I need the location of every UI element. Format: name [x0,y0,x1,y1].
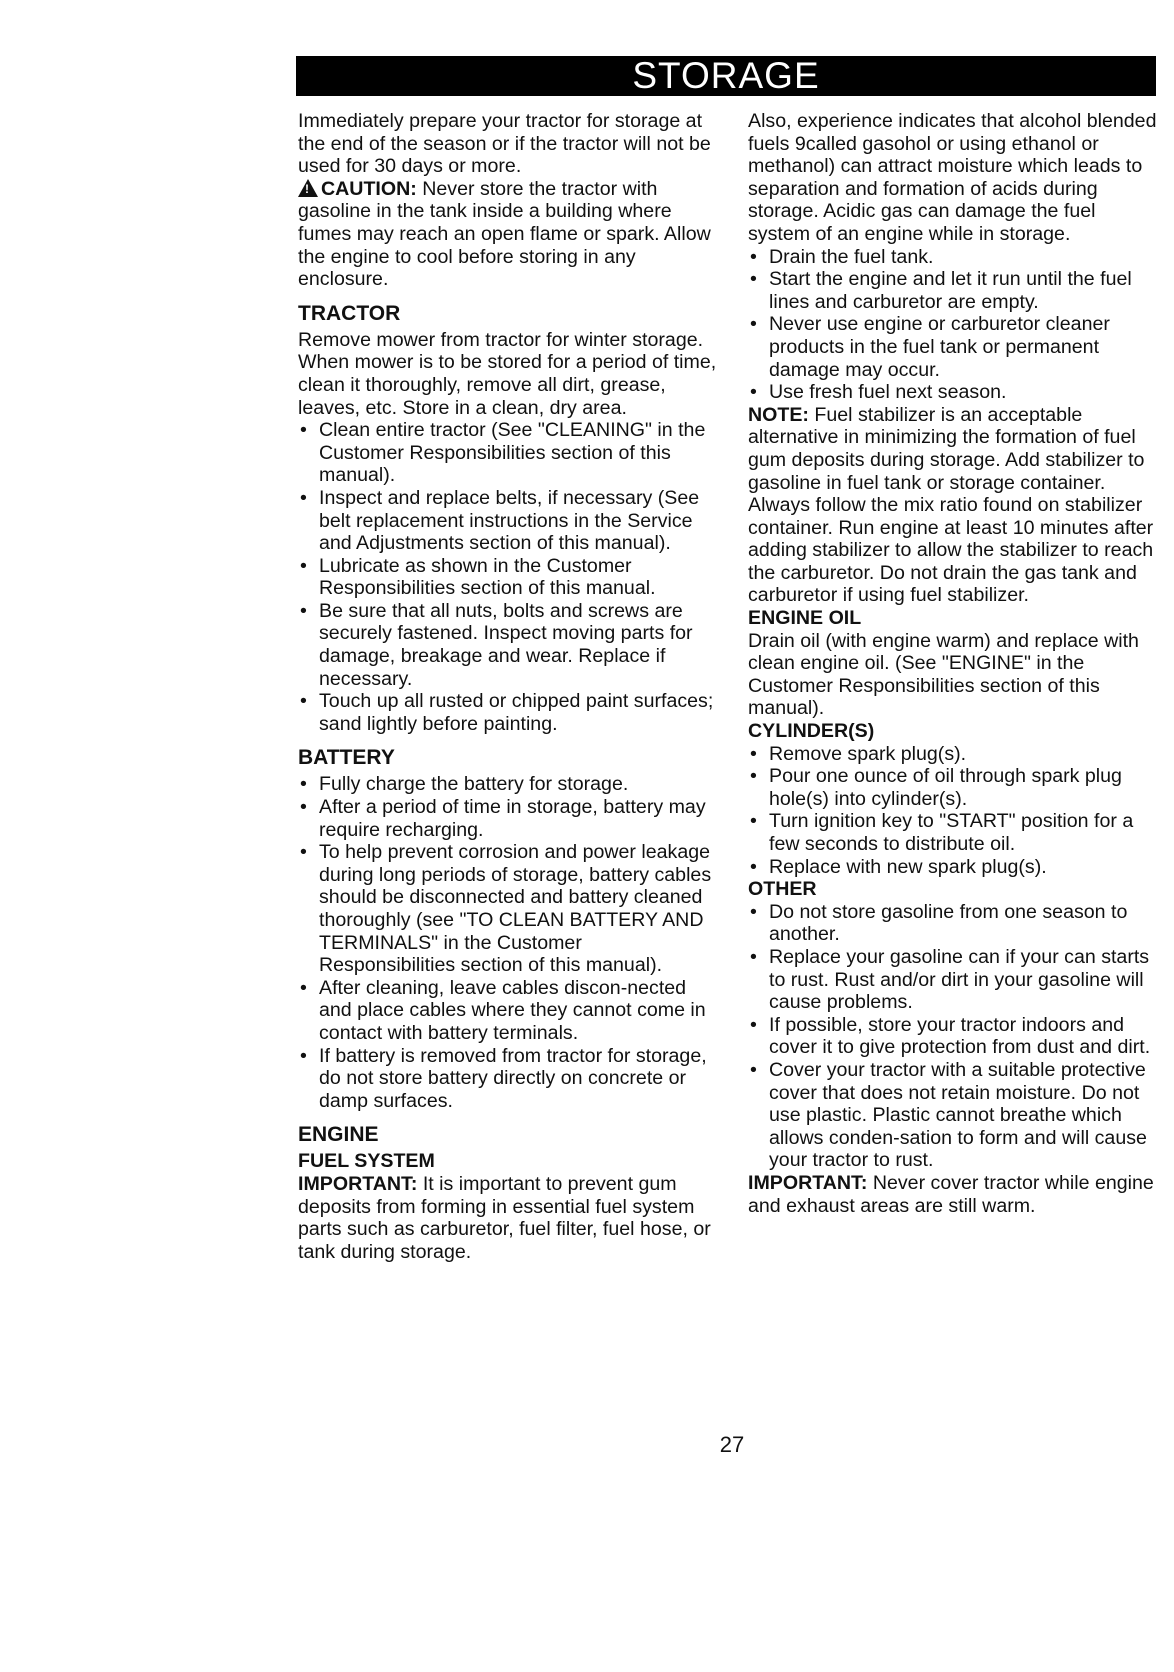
battery-list [298,773,718,1112]
tractor-list [298,419,718,735]
right-column [748,110,1162,1217]
list-item: • Turn ignition key to "START" position for a few seconds to distribute oil. [748,810,1162,855]
caution-text: Never store the tractor with gasoline in the tank inside a building where fumes may reach an open flame or spark. Allow the engine to cool before storing in any enclosure. [298,177,711,291]
page-number: 27 [719,1432,745,1457]
list-item: • Lubricate as shown in the Customer Responsibilities section of this manual. [298,555,718,600]
caution-paragraph [298,178,718,291]
caution-label: CAUTION: [321,177,417,200]
list-item: • Drain the fuel tank. [748,246,1162,269]
list-item: • Remove spark plug(s). [748,743,1162,766]
list-item: • Be sure that all nuts, bolts and screws are securely fastened. Inspect moving parts for damage, breakage and wear. Replace if necessary. [298,600,718,690]
engine-oil-heading: ENGINE OIL [748,607,862,630]
other-important [748,1172,1162,1217]
list-item: • Clean entire tractor (See "CLEANING" in the Customer Responsibilities section of this manual). [298,419,718,487]
note-paragraph [748,404,1162,607]
list-item: • Replace with new spark plug(s). [748,856,1162,879]
list-item: • Use fresh fuel next season. [748,381,1162,404]
note-label: NOTE: [748,403,809,426]
other-heading: OTHER [748,878,817,901]
list-item: • After a period of time in storage, battery may require recharging. [298,796,718,841]
fuel-list [748,246,1162,404]
other-list [748,901,1162,1172]
list-item: • Fully charge the battery for storage. [298,773,718,796]
list-item: • To help prevent corrosion and power leakage during long periods of storage, battery cables should be disconnected and battery cleaned thoroughly (see "TO CLEAN BATTERY AND TERMINALS" in the Customer Responsibilities section of this manual). [298,841,718,977]
tractor-paragraph: Remove mower from tractor for winter storage. When mower is to be stored for a period of time, clean it thoroughly, remove all dirt, grease, leaves, etc. Store in a clean, dry area. [298,328,717,419]
important-text: It is important to prevent gum deposits from forming in essential fuel system parts such as carburetor, fuel filter, fuel hose, or tank during storage. [298,1172,711,1263]
note-text: Fuel stabilizer is an acceptable alternative in minimizing the formation of fuel gum deposits during storage. Add stabilizer to gasoline in fuel tank or storage container. Always follow the mix ratio found on stabilizer container. Run engine at least 10 minutes after adding stabilizer to allow the stabilizer to reach the carburetor. Do not drain the gas tank and carburetor if using fuel stabilizer. [748,403,1154,607]
list-item: • After cleaning, leave cables discon-nected and place cables where they cannot come in contact with battery terminals. [298,977,718,1045]
cylinders-heading: CYLINDER(S) [748,720,875,743]
fuel-system-heading: FUEL SYSTEM [298,1150,435,1173]
list-item: • Inspect and replace belts, if necessary (See belt replacement instructions in the Service and Adjustments section of this manual). [298,487,718,555]
left-column [298,110,718,1263]
list-item: • If possible, store your tractor indoors and cover it to give protection from dust and dirt. [748,1014,1162,1059]
fuel-system-important [298,1173,718,1263]
page-title-banner: STORAGE [296,56,1156,96]
important-text: Never cover tractor while engine and exhaust areas are still warm. [748,1171,1154,1217]
warning-triangle-icon [298,179,318,197]
engine-heading: ENGINE [298,1123,379,1147]
list-item: • Touch up all rusted or chipped paint surfaces; sand lightly before painting. [298,690,718,735]
list-item: • If battery is removed from tractor for storage, do not store battery directly on concrete or damp surfaces. [298,1045,718,1113]
engine-oil-paragraph: Drain oil (with engine warm) and replace with clean engine oil. (See "ENGINE" in the Customer Responsibilities section of this manual). [748,629,1139,720]
list-item: • Replace your gasoline can if your can starts to rust. Rust and/or dirt in your gasoline will cause problems. [748,946,1162,1014]
cylinders-list [748,743,1162,879]
list-item: • Start the engine and let it run until the fuel lines and carburetor are empty. [748,268,1162,313]
battery-heading: BATTERY [298,746,395,770]
important-label: IMPORTANT: [298,1172,418,1195]
list-item: • Pour one ounce of oil through spark plug hole(s) into cylinder(s). [748,765,1162,810]
list-item: • Never use engine or carburetor cleaner products in the fuel tank or permanent damage may occur. [748,313,1162,381]
list-item: • Cover your tractor with a suitable protective cover that does not retain moisture. Do not use plastic. Plastic cannot breathe which allows conden-sation to form and will cause your tractor to rust. [748,1059,1162,1172]
intro-paragraph: Immediately prepare your tractor for storage at the end of the season or if the tractor will not be used for 30 days or more. [298,110,711,178]
alcohol-paragraph: Also, experience indicates that alcohol blended fuels 9called gasohol or using ethanol or methanol) can attract moisture which leads to separation and formation of acids during storage. Acidic gas can damage the fuel system of an engine while in storage. [748,110,1157,245]
list-item: • Do not store gasoline from one season to another. [748,901,1162,946]
tractor-heading: TRACTOR [298,301,401,325]
important-label: IMPORTANT: [748,1171,868,1194]
